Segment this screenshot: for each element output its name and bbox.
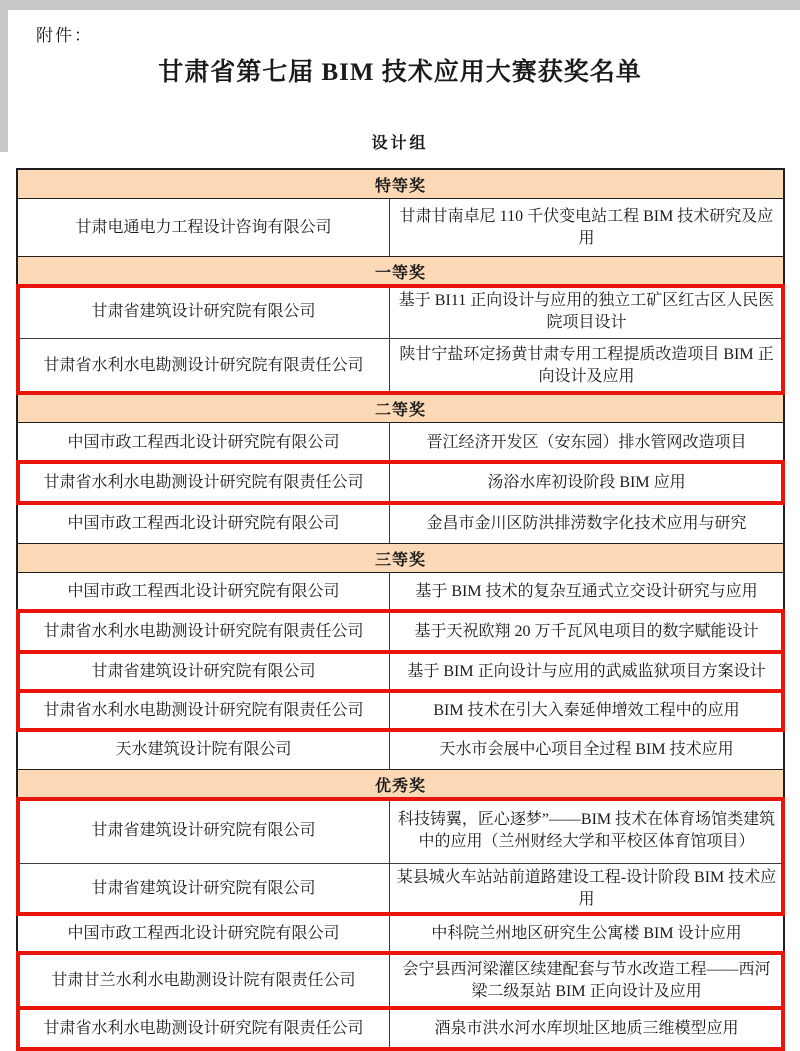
project-cell: 甘肃甘南卓尼 110 千伏变电站工程 BIM 技术研究及应用 xyxy=(399,207,774,247)
project-cell: BIM 技术在引大入秦延伸增效工程中的应用 xyxy=(433,702,740,720)
org-cell: 甘肃甘兰水利水电勘测设计院有限责任公司 xyxy=(18,954,390,1008)
award-row xyxy=(18,286,783,338)
highlight-box xyxy=(18,286,783,393)
page-title: 甘肃省第七届 BIM 技术应用大赛获奖名单 xyxy=(158,59,642,86)
org-cell: 甘肃省建筑设计研究院有限公司 xyxy=(18,799,390,863)
project-cell: 基于 BIM 技术的复杂互通式立交设计研究与应用 xyxy=(415,583,758,601)
award-row xyxy=(18,199,783,256)
award-band-special: 特等奖 xyxy=(18,170,783,199)
org-cell: 中国市政工程西北设计研究院有限公司 xyxy=(18,915,390,953)
award-row xyxy=(18,863,783,914)
award-row xyxy=(18,423,783,462)
project-cell: 基于天祝欧翔 20 万千瓦风电项目的数字赋能设计 xyxy=(414,623,759,641)
award-band-first: 一等奖 xyxy=(18,256,783,286)
award-row-highlighted xyxy=(18,611,783,652)
org-cell: 甘肃省建筑设计研究院有限公司 xyxy=(18,653,390,691)
project-cell: 中科院兰州地区研究生公寓楼 BIM 设计应用 xyxy=(431,925,742,943)
project-cell: 金昌市金川区防洪排涝数字化技术应用与研究 xyxy=(426,514,747,532)
org-cell: 甘肃省建筑设计研究院有限公司 xyxy=(18,864,390,914)
org-cell: 天水建筑设计院有限公司 xyxy=(18,731,390,769)
award-row-highlighted xyxy=(18,691,783,730)
project-cell: 会宁县西河梁灌区续建配套与节水改造工程——西河梁二级泵站 BIM 正向设计及应用 xyxy=(402,961,771,1000)
scan-edge-top xyxy=(0,0,800,10)
org-cell: 甘肃省水利水电勘测设计研究院有限责任公司 xyxy=(18,1009,390,1049)
org-cell: 甘肃省水利水电勘测设计研究院有限责任公司 xyxy=(18,339,390,393)
project-cell: 科技铸翼，匠心逐梦”——BIM 技术在体育场馆类建筑中的应用（兰州财经大学和平校区体育馆项目） xyxy=(397,811,776,850)
award-band-excellence: 优秀奖 xyxy=(18,769,783,799)
award-row-highlighted xyxy=(18,953,783,1008)
award-row-highlighted xyxy=(18,652,783,691)
org-cell: 甘肃省水利水电勘测设计研究院有限责任公司 xyxy=(18,612,390,652)
award-band-second: 二等奖 xyxy=(18,393,783,423)
project-cell: 陕甘宁盐环定扬黄甘肃专用工程提质改造项目 BIM 正向设计及应用 xyxy=(399,346,774,385)
project-cell: 天水市会展中心项目全过程 BIM 技术应用 xyxy=(439,741,734,759)
project-cell: 晋江经济开发区（安东园）排水管网改造项目 xyxy=(426,433,747,451)
award-row xyxy=(18,338,783,393)
org-cell: 甘肃电通电力工程设计咨询有限公司 xyxy=(18,199,390,256)
org-cell: 中国市政工程西北设计研究院有限公司 xyxy=(18,423,390,462)
highlight-box xyxy=(18,799,783,914)
award-row xyxy=(18,730,783,769)
project-cell: 基于 BI11 正向设计与应用的独立工矿区红古区人民医院项目设计 xyxy=(398,292,775,331)
project-cell: 汤浴水库初设阶段 BIM 应用 xyxy=(487,474,686,492)
awards-table xyxy=(16,168,785,1051)
group-title: 设计组 xyxy=(371,135,429,152)
org-cell: 甘肃省水利水电勘测设计研究院有限责任公司 xyxy=(18,463,390,503)
org-cell: 甘肃省建筑设计研究院有限公司 xyxy=(18,286,390,338)
award-row-highlighted xyxy=(18,462,783,503)
award-row xyxy=(18,914,783,953)
org-cell: 甘肃省水利水电勘测设计研究院有限责任公司 xyxy=(18,692,390,730)
project-cell: 基于 BIM 正向设计与应用的武威监狱项目方案设计 xyxy=(407,663,766,681)
org-cell: 中国市政工程西北设计研究院有限公司 xyxy=(18,573,390,611)
award-row xyxy=(18,799,783,863)
project-cell: 某县城火车站站前道路建设工程-设计阶段 BIM 技术应用 xyxy=(396,869,777,908)
org-cell: 中国市政工程西北设计研究院有限公司 xyxy=(18,504,390,543)
project-cell: 酒泉市洪水河水库坝址区地质三维模型应用 xyxy=(434,1020,739,1038)
award-row xyxy=(18,503,783,543)
attachment-label: 附件： xyxy=(36,26,93,45)
award-band-third: 三等奖 xyxy=(18,543,783,573)
award-row xyxy=(18,573,783,611)
